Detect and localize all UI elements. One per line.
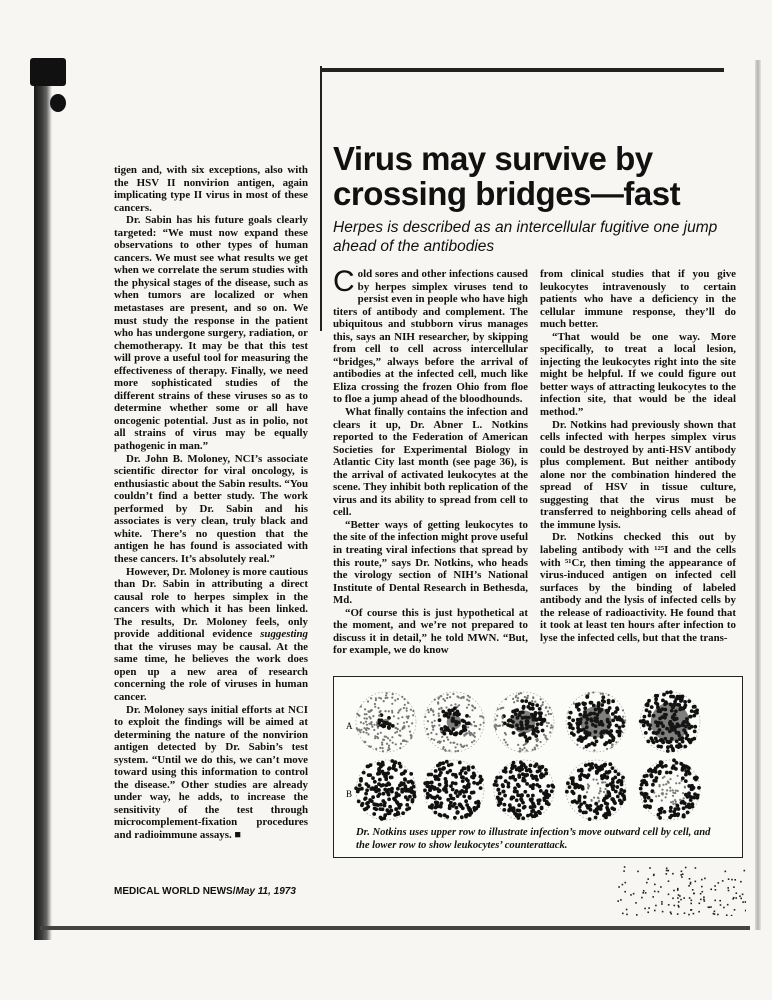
speckle-dot [620,899,622,901]
speckle-dot [617,900,619,902]
speckle-dot [734,879,736,881]
left-paragraph: Dr. Moloney says initial efforts at NCI to exploit the findings will be aimed at determining the nature of the nonvirion antigen detected by Dr. Sabin’s test system. “Until we do this, we can’t move toward using this information to control the disease.” Other studies are already under way, he adds, to increase the sensitivity of the test through microcomplement-fixation procedures and radioimmune assays. ■ [114,703,308,841]
speckle-dot [677,913,679,915]
speckle-dot [678,901,680,903]
speckle-dot [666,873,668,875]
speckle-dot [689,878,691,880]
bottom-row-cell [639,758,701,820]
speckle-dot [681,876,683,878]
speckle-dot [710,889,712,891]
bottom-row-cell [493,760,556,820]
speckle-dot [723,907,725,909]
speckle-dot [680,899,682,901]
speckle-dot [672,873,674,875]
right-paragraph: Dr. Notkins had previously shown that cells infected with herpes simplex virus could be destroyed by anti-HSV antibody plus complement. But neither antibody alone nor the combination hindered the spread of HSV in tissue culture, suggesting that the virus must be transferred to neighboring cells ahead of the immune lysis. [540,418,736,531]
speckle-dot [642,892,644,894]
speckle-dot [623,870,625,872]
speckle-dot [645,892,647,894]
speckle-dot [661,903,663,905]
speckle-dot [660,886,662,888]
speckle-dot [680,874,682,876]
speckle-dot [654,884,656,886]
speckle-dot [636,914,638,916]
drop-cap: C [333,265,355,298]
speckle-dot [693,913,695,915]
speckle-dot [710,906,712,908]
left-column [114,164,308,842]
speckle-dot [626,909,628,911]
right-paragraph: Dr. Notkins checked this out by labeling antibody with ¹²⁵I and the cells with ⁵¹Cr, then timing the appearance of virus-induced antigen on infected cell surfaces by the binding of labeled antibody and the lysis of infected cells by the release of radioactivity. He found that it took at least ten hours after infection to lyse the infected cells, but that the trans- [540,531,736,644]
left-paragraph: Dr. John B. Moloney, NCI’s associate scientific director for viral oncology, is enthusiastic about the Sabin results. “You couldn’t find a better study. The work performed by Dr. Sabin and his associates is very clean, truly black and white. There’s no question that the antigen he has found is associated with these cancers. It’s absolutely real.” [114,452,308,565]
mid-paragraph-text: old sores and other infections caused by herpes simplex viruses tend to persist even in people who have high titers of antibody and complement. The ubiquitous and stubborn virus manages this, says an NIH researcher, by skipping from cell to cell across intercellular “bridges,” always before the arrival of antibodies at the infected cell, much like Eliza crossing the frozen Ohio from floe to floe a jump ahead of the bloodhounds. [333,268,528,406]
speckle-dot [658,891,660,893]
speckle-dot [661,901,663,903]
left-paragraph: Dr. Sabin has his future goals clearly targeted: “We must now expand these observations to other types of human cancers. We must see what results we get when we correlate the serum studies with the physical stages of the disease, such as when tumors are localized or when metastases are present, and so on. We must study the response in the patient who has undergone surgery, radiation, or chemotherapy. It may be that this test will prove a useful tool for measuring the effectiveness of therapy. Finally, we need more sophisticated studies of the different strains of these viruses so as to determine whether some or all have oncogenic potential. Just as in polio, not all strains of virus may be equally pathogenic in man.” [114,214,308,453]
top-rule [322,68,724,72]
speckle-dot [624,866,626,868]
speckle-dot [622,884,624,886]
left-paragraph-part: However, Dr. Moloney is more cautious than Dr. Sabin in attributing a direct causal role to herpes simplex in the cancers with which it has been linked. The results, Dr. Moloney feels, only provide additional evidence [114,565,308,641]
speckle-dot [726,914,728,916]
speckle-dot [655,905,657,907]
speckle-dot [674,905,676,907]
bottom-row-cell [565,760,626,821]
speckle-dot [740,898,742,900]
speckle-dot [742,901,744,903]
speckle-dot [668,870,670,872]
speckle-dot [703,896,705,898]
speckle-dot [630,894,632,896]
row-label-b: B [346,789,353,799]
row-label-a: A [346,721,353,731]
speckle-dot [733,897,735,899]
speckle-dot [688,914,690,916]
speckle-dot [735,897,737,899]
speckle-dot [727,887,729,889]
speckle-dot [690,883,692,885]
right-column [540,268,736,644]
speckle-dot [668,880,670,882]
bottom-row-cell [354,759,416,821]
speckle-dot [679,895,681,897]
speckle-dot [633,893,635,895]
speckle-dot [692,889,694,891]
right-paragraph: from clinical studies that if you give leukocytes intravenously to certain patients who have a deficiency in the cellular immune response, they’ll do much better. [540,268,736,331]
speckle-dot [702,891,704,893]
speckle-dot [648,907,650,909]
speckle-dot [683,897,685,899]
scan-artifact [30,58,66,86]
scan-binding-edge [34,60,52,940]
speckle-dot [695,867,697,869]
speckle-dot [718,882,720,884]
right-paragraph: “That would be one way. More specifically, to treat a local lesion, injecting the leukocytes right into the site might be helpful. If we could figure out better ways of attracting leukocytes to the infection site, that would be the ideal method.” [540,330,736,419]
speckle-dot [745,901,746,903]
speckle-dot [714,900,716,902]
speckle-dot [653,874,655,876]
speckle-dot [699,903,701,905]
figure-caption: Dr. Notkins uses upper row to illustrate infection’s move outward cell by cell, and the lower row to show leukocytes’ counterattack. [356,827,711,851]
speckle-dot [701,886,703,888]
left-paragraph: tigen and, with six exceptions, also with the HSV II nonvirion antigen, again implicating type II virus in most of these cancers. [114,164,308,214]
speckle-dot [622,913,624,915]
speckle-dot [647,912,649,914]
speckle-dot [742,894,744,896]
speckle-dot [690,903,692,905]
speckle-dot [700,893,702,895]
speckle-dot [625,882,627,884]
speckle-dot [672,898,674,900]
speckle-dot [668,904,670,906]
speckle-dot [681,871,683,873]
bottom-rule [40,926,750,930]
speckle-dot [677,889,679,891]
speckle-dot [715,889,717,891]
top-row-cell [639,690,700,753]
footer-publication: MEDICAL WORLD NEWS [114,886,233,897]
speckle-dot [733,886,735,888]
scan-right-edge [755,60,761,930]
mid-paragraph: “Of course this is just hypothetical at the moment, and we’re not prepared to discuss it in detail,” he told MWN. “But, for example, we do know [333,606,528,657]
speckle-dot [654,891,656,893]
speckle-dot [682,873,684,875]
speckle-dot [652,896,654,898]
page-footer: MEDICAL WORLD NEWS/May 11, 1973 [114,886,296,897]
figure-illustration [333,676,743,858]
speckle-dot [744,870,746,872]
article-headline: Virus may survive by crossing bridges—fast [333,140,681,212]
speckle-dot [728,890,730,892]
speckle-dot [624,891,626,893]
speckle-dot [725,871,727,873]
speckle-dot [719,900,721,902]
speckle-dot [684,912,686,914]
speckle-dot [689,897,691,899]
speckle-dot [688,885,690,887]
halftone-speckle [616,866,746,916]
speckle-dot [690,882,692,884]
speckle-dot [641,897,643,899]
speckle-dot [643,890,645,892]
top-row-cell [566,691,626,752]
speckle-dot [734,909,736,911]
speckle-dot [714,885,716,887]
speckle-dot [704,900,706,902]
speckle-dot [739,895,741,897]
emphasis-word: suggesting [260,628,308,641]
footer-date: May 11, 1973 [235,886,296,897]
speckle-dot [693,893,695,895]
speckle-dot [635,902,637,904]
top-row-cell [494,692,555,753]
speckle-dot [695,881,697,883]
column-divider [320,66,322,331]
speckle-dot [722,880,724,882]
bottom-row-cell [423,760,484,820]
speckle-dot [700,899,702,901]
speckle-dot [685,867,687,869]
speckle-dot [727,904,729,906]
top-row-cell [356,692,416,752]
speckle-dot [698,911,700,913]
middle-column [333,265,528,657]
speckle-dot [670,911,672,913]
left-paragraph-part: that the viruses may be causal. At the same time, he believes the work does open up a new area of research concerning the role of viruses in human cancer. [114,640,308,703]
left-paragraph-emphasis [114,566,308,704]
speckle-dot [668,894,670,896]
speckle-dot [677,897,679,899]
speckle-dot [731,879,733,881]
speckle-dot [731,915,733,916]
speckle-dot [644,908,646,910]
speckle-dot [673,890,675,892]
speckle-dot [704,878,706,880]
mid-paragraph: “Better ways of getting leukocytes to the site of the infection might prove useful in treating viral infections that spread by this route,” says Dr. Notkins, who heads the virology section of NIH’s National Institute of Dental Research in Bethesda, Md. [333,518,528,607]
speckle-dot [703,899,705,901]
speckle-dot [691,909,693,911]
speckle-dot [717,914,719,916]
speckle-dot [745,910,746,912]
speckle-dot [714,911,716,913]
speckle-dot [728,878,730,880]
mid-paragraph: What finally contains the infection and clears it up, Dr. Abner L. Notkins reported to the Federation of American Societies for Experimental Biology in Atlantic City last month (see page 36), is the arrival of activated leukocytes at the scene. They inhibit both replication of the virus and its ability to spread from cell to cell. [333,406,528,519]
speckle-dot [662,911,664,913]
speckle-dot [647,878,649,880]
speckle-dot [677,888,679,890]
speckle-dot [649,867,651,869]
speckle-dot [708,906,710,908]
speckle-dot [618,886,620,888]
speckle-dot [654,910,656,912]
speckle-dot [666,868,668,870]
speckle-dot [691,900,693,902]
scan-artifact-dot [50,94,66,112]
speckle-dot [637,871,639,873]
speckle-dot [678,894,680,896]
speckle-dot [678,906,680,908]
mid-paragraph-lead [333,265,528,406]
speckle-dot [670,913,672,915]
speckle-dot [626,914,628,916]
speckle-dot [714,913,716,915]
speckle-dot [736,892,738,894]
speckle-dot [666,870,668,872]
top-row-cell [424,692,485,752]
speckle-dot [646,882,648,884]
speckle-dot [720,904,722,906]
speckle-dot [740,881,742,883]
speckle-dot [701,879,703,881]
article-deck: Herpes is described as an intercellular fugitive one jump ahead of the antibodies [333,219,718,255]
